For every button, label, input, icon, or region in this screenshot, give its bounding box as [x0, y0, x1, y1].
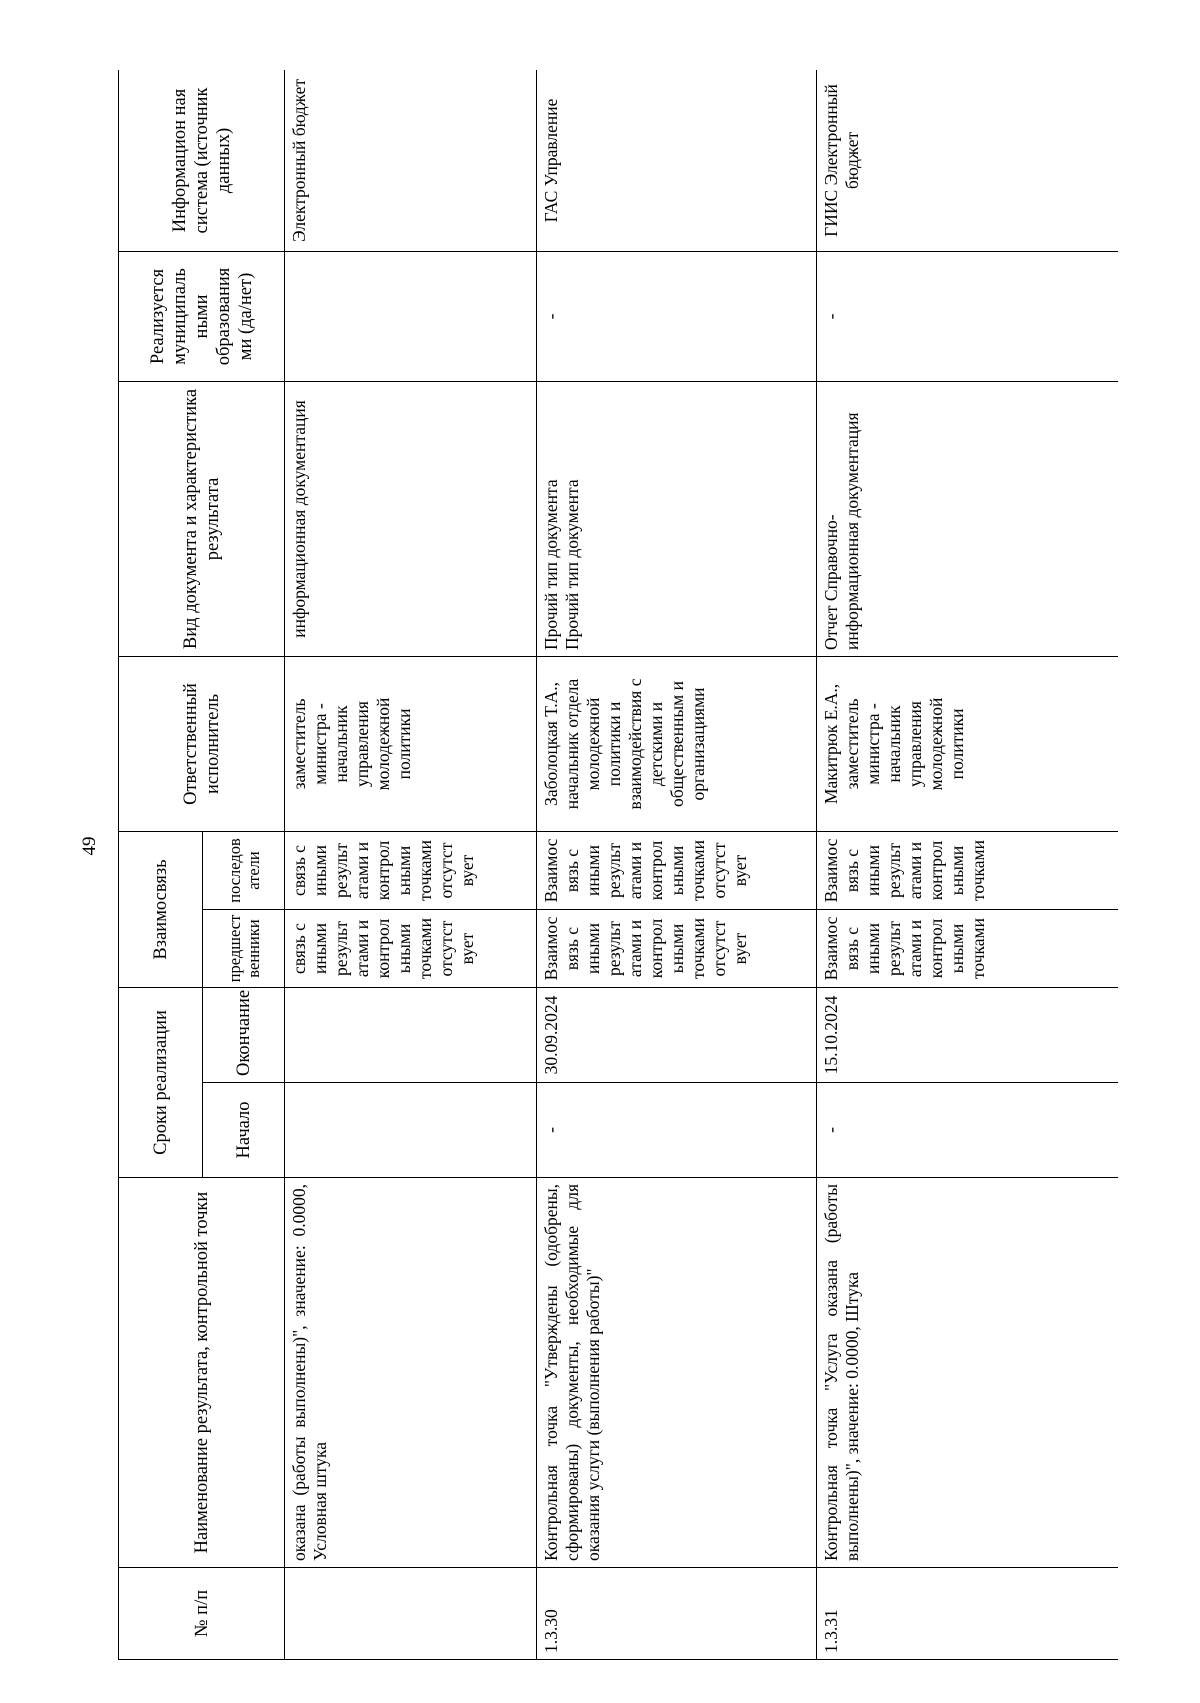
municipal-flag	[285, 251, 537, 381]
end-date: 30.09.2024	[537, 988, 817, 1083]
end-date	[285, 988, 537, 1083]
header-pred: предшест венники	[203, 910, 285, 988]
info-system: Электронный бюджет	[285, 70, 537, 251]
predecessors: Взаимос вязь с иными результ атами и контрол ьными точками	[817, 910, 1119, 988]
predecessors: Взаимос вязь с иными результ атами и контрол ьными точками отсутст вует	[537, 910, 817, 988]
header-start: Начало	[203, 1083, 285, 1178]
row-number	[285, 1568, 537, 1660]
header-mun: Реализуется муниципаль ными образования ми (да/нет)	[119, 251, 285, 381]
responsible: заместитель министра - начальник управления молодежной политики	[285, 656, 537, 831]
header-terms: Сроки реализации	[119, 988, 203, 1178]
rotated-table-area	[118, 70, 1118, 1660]
header-num: № п/п	[119, 1568, 285, 1660]
responsible: Макитрюк Е.А., заместитель министра - начальник управления молодежной политики	[817, 656, 1119, 831]
municipal-flag: -	[537, 251, 817, 381]
header-doc: Вид документа и характеристика результата	[119, 381, 285, 656]
table-row	[285, 70, 537, 1660]
result-name: Контрольная точка "Услуга оказана (работы выполнены)", значение: 0.0000, Штука	[817, 1178, 1119, 1568]
header-row-1	[119, 70, 203, 1660]
row-number: 1.3.31	[817, 1568, 1119, 1660]
successors: Взаимос вязь с иными результ атами и контрол ьными точками	[817, 831, 1119, 909]
header-end: Окончание	[203, 988, 285, 1083]
successors: Взаимос вязь с иными результ атами и контрол ьными точками отсутст вует	[537, 831, 817, 909]
document-type	[537, 381, 817, 656]
result-name: Контрольная точка "Утверждены (одобрены, сформированы) документы, необходимые для оказания услуги (выполнения работы)"	[537, 1178, 817, 1568]
page-number: 49	[79, 836, 100, 856]
document-type-line: Прочий тип документа	[562, 479, 582, 650]
document-type: информационная документация	[285, 381, 537, 656]
header-link: Взаимосвязь	[119, 831, 203, 987]
start-date: -	[537, 1083, 817, 1178]
header-info: Информацион ная система (источник данных)	[119, 70, 285, 251]
predecessors: связь с иными результ атами и контрол ьными точками отсутст вует	[285, 910, 537, 988]
header-resp: Ответственный исполнитель	[119, 656, 285, 831]
successors: связь с иными результ атами и контрол ьными точками отсутст вует	[285, 831, 537, 909]
document-type: Отчет Справочно-информационная документация	[817, 381, 1119, 656]
municipal-flag: -	[817, 251, 1119, 381]
results-table	[118, 70, 1118, 1660]
table-row	[537, 70, 817, 1660]
start-date	[285, 1083, 537, 1178]
start-date: -	[817, 1083, 1119, 1178]
table-row	[817, 70, 1119, 1660]
header-name: Наименование результата, контрольной точки	[119, 1178, 285, 1568]
end-date: 15.10.2024	[817, 988, 1119, 1083]
row-number: 1.3.30	[537, 1568, 817, 1660]
result-name: оказана (работы выполнены)", значение: 0.0000, Условная штука	[285, 1178, 537, 1568]
info-system: ГАС Управление	[537, 70, 817, 251]
header-succ: последов атели	[203, 831, 285, 909]
document-type-line: Прочий тип документа	[541, 479, 561, 650]
info-system: ГИИС Электронный бюджет	[817, 70, 1119, 251]
responsible: Заболоцкая Т.А., начальник отдела молодежной политики и взаимодействия с детскими и общественным и организациями	[537, 656, 817, 831]
